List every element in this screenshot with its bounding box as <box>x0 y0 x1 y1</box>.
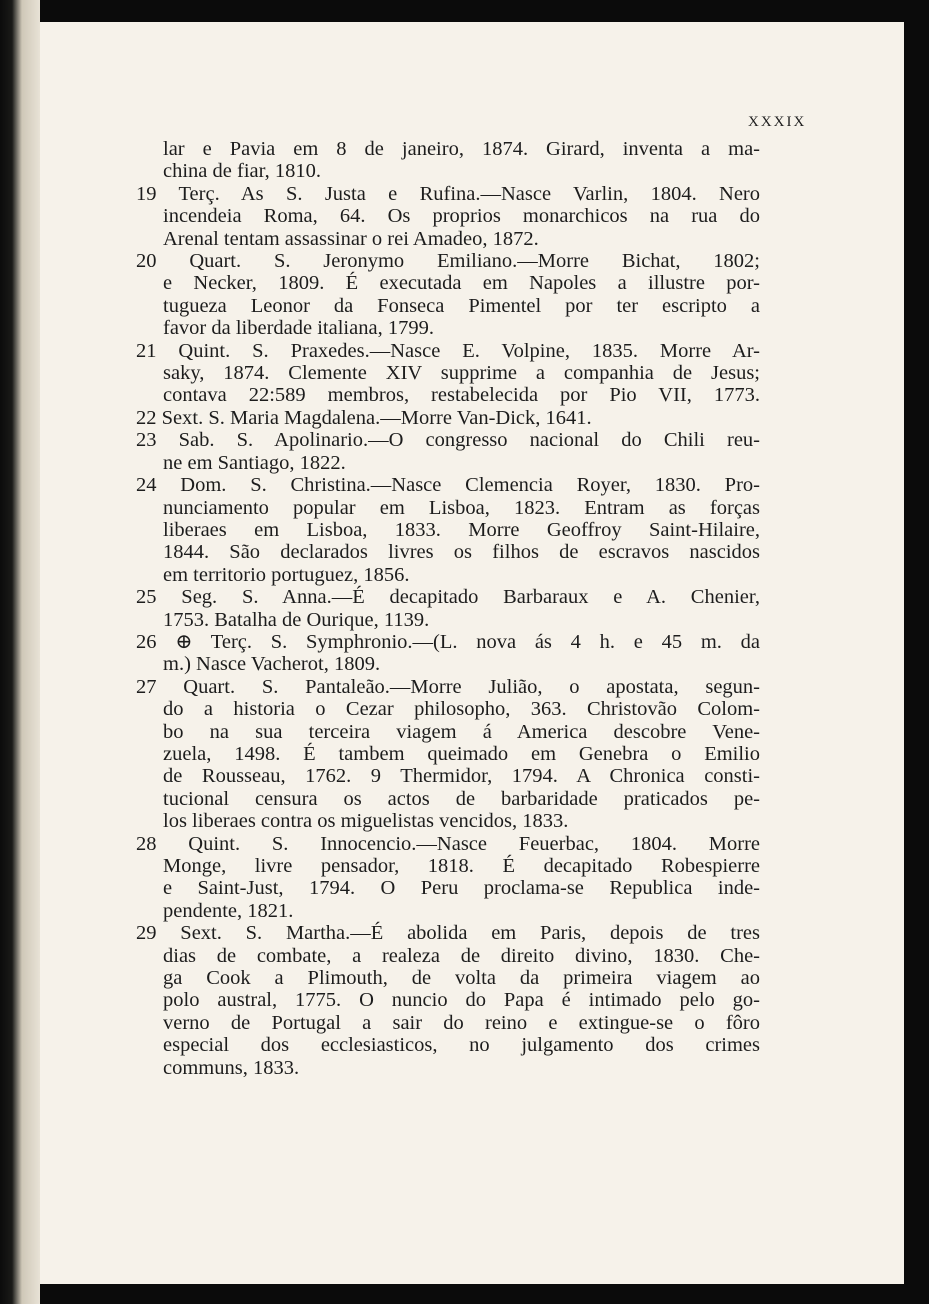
entry-line: 26 ⊕ Terç. S. Symphronio.—(L. nova ás 4 h. e 45 m. da <box>136 630 760 653</box>
entry-line: liberaes em Lisboa, 1833. Morre Geoffroy Saint-Hilaire, <box>163 518 760 541</box>
calendar-entry <box>136 138 760 183</box>
calendar-entry <box>136 474 760 586</box>
entry-line: 28 Quint. S. Innocencio.—Nasce Feuerbac, 1804. Morre <box>136 832 760 855</box>
calendar-entry <box>136 676 760 833</box>
entry-line: verno de Portugal a sair do reino e extingue-se o fôro <box>163 1011 760 1034</box>
entry-line: m.) Nasce Vacherot, 1809. <box>163 653 381 676</box>
calendar-entry <box>136 833 760 923</box>
calendar-entry <box>136 250 760 340</box>
entry-line: zuela, 1498. É tambem queimado em Genebra o Emilio <box>163 742 760 765</box>
entry-line: nunciamento popular em Lisboa, 1823. Entram as forças <box>163 496 760 519</box>
calendar-entry <box>136 586 760 631</box>
entry-line: contava 22:589 membros, restabelecida por Pio VII, 1773. <box>163 384 760 407</box>
entry-line: de Rousseau, 1762. 9 Thermidor, 1794. A Chronica consti- <box>163 765 760 788</box>
entry-line: ne em Santiago, 1822. <box>163 451 346 474</box>
entry-line: do a historia o Cezar philosopho, 363. Christovão Colom- <box>163 698 760 721</box>
entry-line: especial dos ecclesiasticos, no julgamento dos crimes <box>163 1034 760 1057</box>
entry-line: e Saint-Just, 1794. O Peru proclama-se Republica inde- <box>163 877 760 900</box>
entry-line: Arenal tentam assassinar o rei Amadeo, 1872. <box>163 227 539 250</box>
entry-line: 22 Sext. S. Maria Magdalena.—Morre Van-Dick, 1641. <box>136 406 592 429</box>
calendar-text <box>136 138 760 1079</box>
entry-line: dias de combate, a realeza de direito divino, 1830. Che- <box>163 944 760 967</box>
entry-line: saky, 1874. Clemente XIV supprime a companhia de Jesus; <box>163 362 760 385</box>
entry-line: communs, 1833. <box>163 1056 300 1079</box>
entry-line: Monge, livre pensador, 1818. É decapitado Robespierre <box>163 855 760 877</box>
calendar-entry <box>136 429 760 474</box>
entry-line: tucional censura os actos de barbaridade praticados pe- <box>163 787 760 810</box>
entry-line: china de fiar, 1810. <box>163 160 321 183</box>
entry-line: 1753. Batalha de Ourique, 1139. <box>163 608 430 631</box>
entry-line: bo na sua terceira viagem á America descobre Vene- <box>163 720 760 743</box>
calendar-entry <box>136 922 760 1079</box>
entry-line: 20 Quart. S. Jeronymo Emiliano.—Morre Bichat, 1802; <box>136 250 760 273</box>
entry-line: tugueza Leonor da Fonseca Pimentel por ter escripto a <box>163 294 760 317</box>
entry-line: polo austral, 1775. O nuncio do Papa é intimado pelo go- <box>163 989 760 1012</box>
entry-line: em territorio portuguez, 1856. <box>163 563 410 586</box>
entry-line: 1844. São declarados livres os filhos de escravos nascidos <box>163 541 760 564</box>
entry-line: 29 Sext. S. Martha.—É abolida em Paris, depois de tres <box>136 922 760 945</box>
entry-line: ga Cook a Plimouth, de volta da primeira viagem ao <box>163 967 760 990</box>
entry-line: 27 Quart. S. Pantaleão.—Morre Julião, o apostata, segun- <box>136 675 760 698</box>
entry-line: favor da liberdade italiana, 1799. <box>163 317 434 340</box>
entry-line: incendeia Roma, 64. Os proprios monarchicos na rua do <box>163 205 760 228</box>
entry-line: 19 Terç. As S. Justa e Rufina.—Nasce Varlin, 1804. Nero <box>136 182 760 205</box>
calendar-entry <box>136 340 760 407</box>
entry-line: los liberaes contra os miguelistas vencidos, 1833. <box>163 810 569 833</box>
entry-line: 21 Quint. S. Praxedes.—Nasce E. Volpine, 1835. Morre Ar- <box>136 339 760 362</box>
entry-line: 23 Sab. S. Apolinario.—O congresso nacional do Chili reu- <box>136 429 760 452</box>
entry-line: e Necker, 1809. É executada em Napoles a illustre por- <box>163 272 760 295</box>
entry-line: lar e Pavia em 8 de janeiro, 1874. Girard, inventa a ma- <box>163 138 760 160</box>
page-number: XXXIX <box>748 114 807 130</box>
book-gutter <box>0 0 40 1304</box>
entry-line: 24 Dom. S. Christina.—Nasce Clemencia Royer, 1830. Pro- <box>136 474 760 497</box>
calendar-entry <box>136 407 760 429</box>
calendar-entry <box>136 631 760 676</box>
entry-line: pendente, 1821. <box>163 899 294 922</box>
entry-line: 25 Seg. S. Anna.—É decapitado Barbaraux e A. Chenier, <box>136 586 760 609</box>
calendar-entry <box>136 183 760 250</box>
